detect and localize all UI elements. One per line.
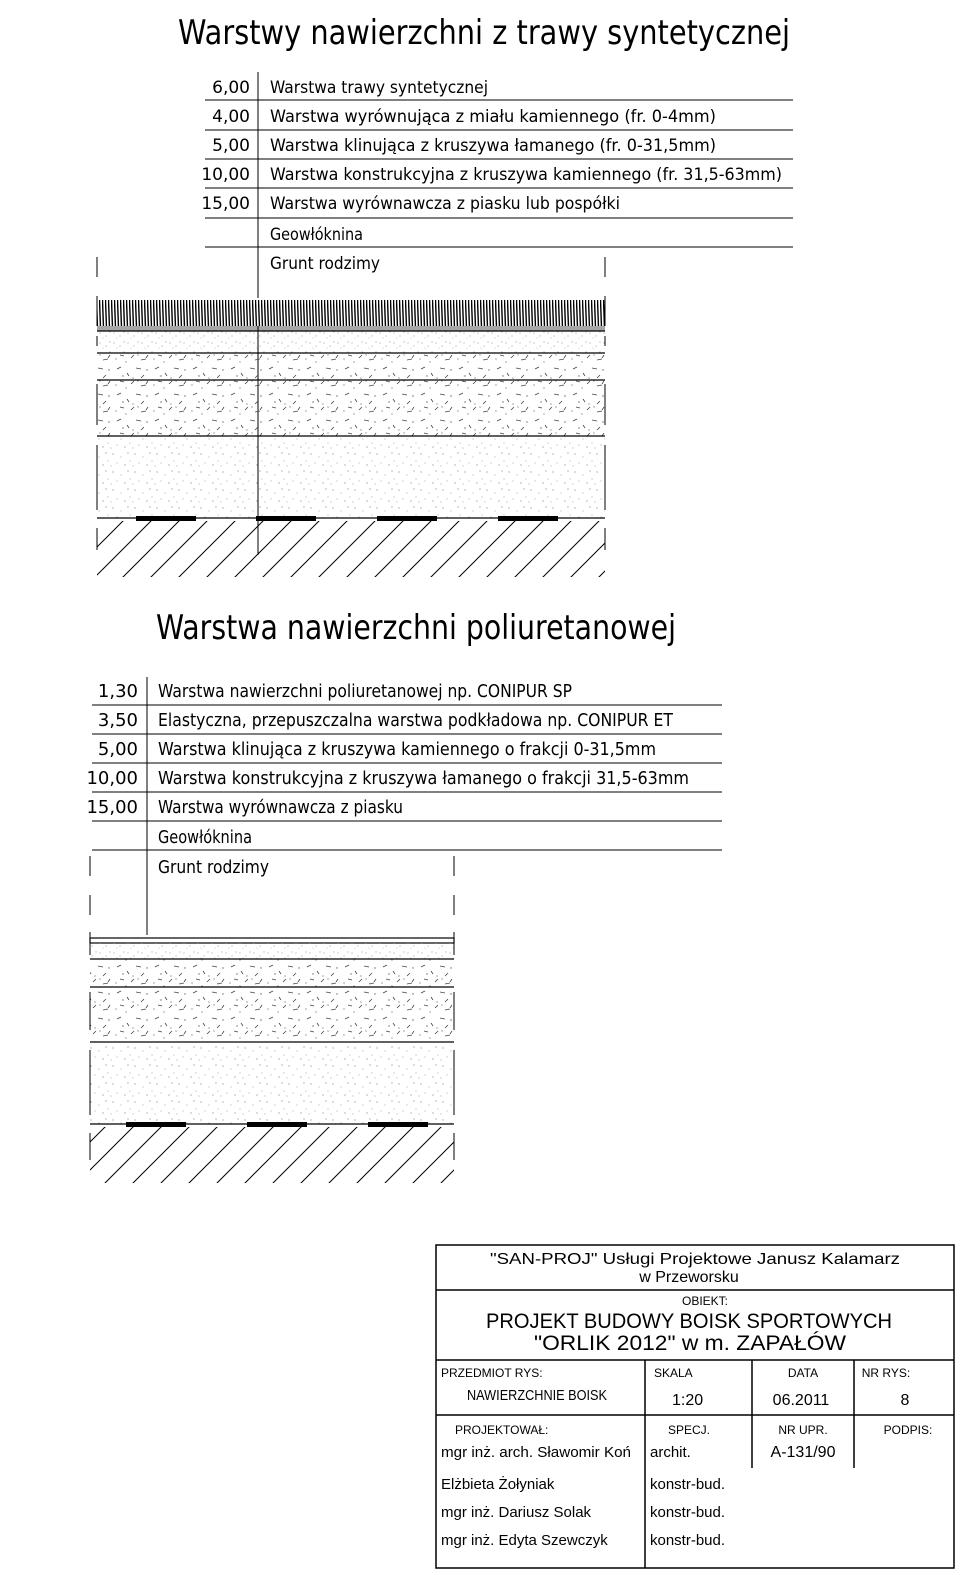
layer-label: Warstwa klinująca z kruszywa kamiennego o frakcji 0-31,5mm [158,739,656,760]
drawing-number-label: NR RYS: [861,1366,911,1380]
wedging-layer [97,353,605,380]
section-1-title: Warstwy nawierzchni z trawy syntetycznej [178,13,790,53]
layer-label: Warstwa wyrównująca z miału kamiennego (fr. 0-4mm) [270,107,716,127]
company-city: w Przeworsku [639,1269,739,1286]
layer-label: Warstwa nawierzchni poliuretanowej np. CONIPUR SP [158,681,573,702]
scale-label: SKALA [654,1366,693,1380]
layer-label: Warstwa konstrukcyjna z kruszywa łamanego o frakcji 31,5-63mm [158,768,689,789]
layer-label: Warstwa wyrównawcza z piasku lub pospółki [270,194,620,214]
layer-thickness: 4,00 [212,107,250,127]
layer-label: Warstwa trawy syntetycznej [270,78,488,98]
layer-label: Elastyczna, przepuszczalna warstwa podkładowa np. CONIPUR ET [158,710,674,731]
designer-specialty: konstr-bud. [650,1532,726,1549]
section-2-title: Warstwa nawierzchni poliuretanowej [156,608,676,648]
subject-label: PRZEDMIOT RYS: [441,1366,543,1380]
designer-name: Elżbieta Żołyniak [441,1476,555,1493]
layer-thickness: 3,50 [97,710,138,731]
designer-license: A-131/90 [770,1444,836,1461]
levelling-sand-layer [90,1042,454,1124]
structural-layer [90,987,454,1042]
signature-label: PODPIS: [883,1423,933,1437]
designer-specialty: archit. [650,1444,691,1461]
layer-thickness: 15,00 [201,194,250,214]
object-label: OBIEKT: [681,1294,729,1308]
layer-thickness: 1,30 [97,681,138,702]
designer-specialty: konstr-bud. [650,1504,726,1521]
designer-name: mgr inż. Edyta Szewczyk [441,1532,608,1549]
layer-label: Warstwa klinująca z kruszywa łamanego (fr. 0-31,5mm) [270,136,716,156]
scale-value: 1:20 [672,1392,704,1409]
section-2-cross-section [90,856,454,1183]
levelling-sand-layer [97,436,605,518]
native-soil-layer [97,521,605,577]
layer-thickness: 5,00 [212,136,250,156]
designer-specialty: konstr-bud. [650,1476,726,1493]
native-soil-layer [90,1127,454,1183]
stone-dust-layer [97,331,605,353]
wedging-layer [90,959,454,987]
section-1-cross-section [97,257,605,577]
subject-value: NAWIERZCHNIE BOISK [467,1387,607,1404]
specialty-label: SPECJ. [667,1423,711,1437]
date-value: 06.2011 [772,1392,830,1409]
layer-thickness: 5,00 [97,739,138,760]
date-label: DATA [787,1366,819,1380]
title-block-texts [441,1251,932,1549]
structural-layer [97,380,605,436]
layer-thickness: 10,00 [86,768,138,789]
designer-name: mgr inż. arch. Sławomir Koń [441,1444,631,1461]
designed-by-label: PROJEKTOWAŁ: [455,1423,549,1437]
company-name: "SAN-PROJ" Usługi Projektowe Janusz Kalamarz [490,1251,900,1268]
elastic-base-layer [90,943,454,959]
layer-label: Geowłóknina [158,827,252,848]
layer-thickness: 10,00 [201,165,250,185]
geotextile-layer [126,1122,428,1127]
layer-thickness: 15,00 [86,797,138,818]
object-name-line1: PROJEKT BUDOWY BOISK SPORTOWYCH [486,1310,892,1333]
layer-label: Grunt rodzimy [158,857,270,878]
section-1-legend [201,78,782,274]
designer-name: mgr inż. Dariusz Solak [441,1504,592,1521]
layer-thickness: 6,00 [212,78,250,98]
section-2-legend [86,681,689,878]
polyurethane-surface-layer [90,938,454,943]
section-1 [97,13,793,577]
object-name-line2: "ORLIK 2012" w m. ZAPAŁÓW [534,1332,847,1355]
synthetic-grass-layer [97,298,605,326]
layer-label: Warstwa konstrukcyjna z kruszywa kamiennego (fr. 31,5-63mm) [270,165,782,185]
layer-label: Warstwa wyrównawcza z piasku [158,797,403,818]
layer-label: Grunt rodzimy [270,254,380,274]
drawing-number-value: 8 [900,1392,910,1409]
section-2 [86,608,722,1183]
title-block [436,1245,954,1568]
license-number-label: NR UPR. [778,1423,828,1437]
layer-label: Geowłóknina [270,225,363,245]
